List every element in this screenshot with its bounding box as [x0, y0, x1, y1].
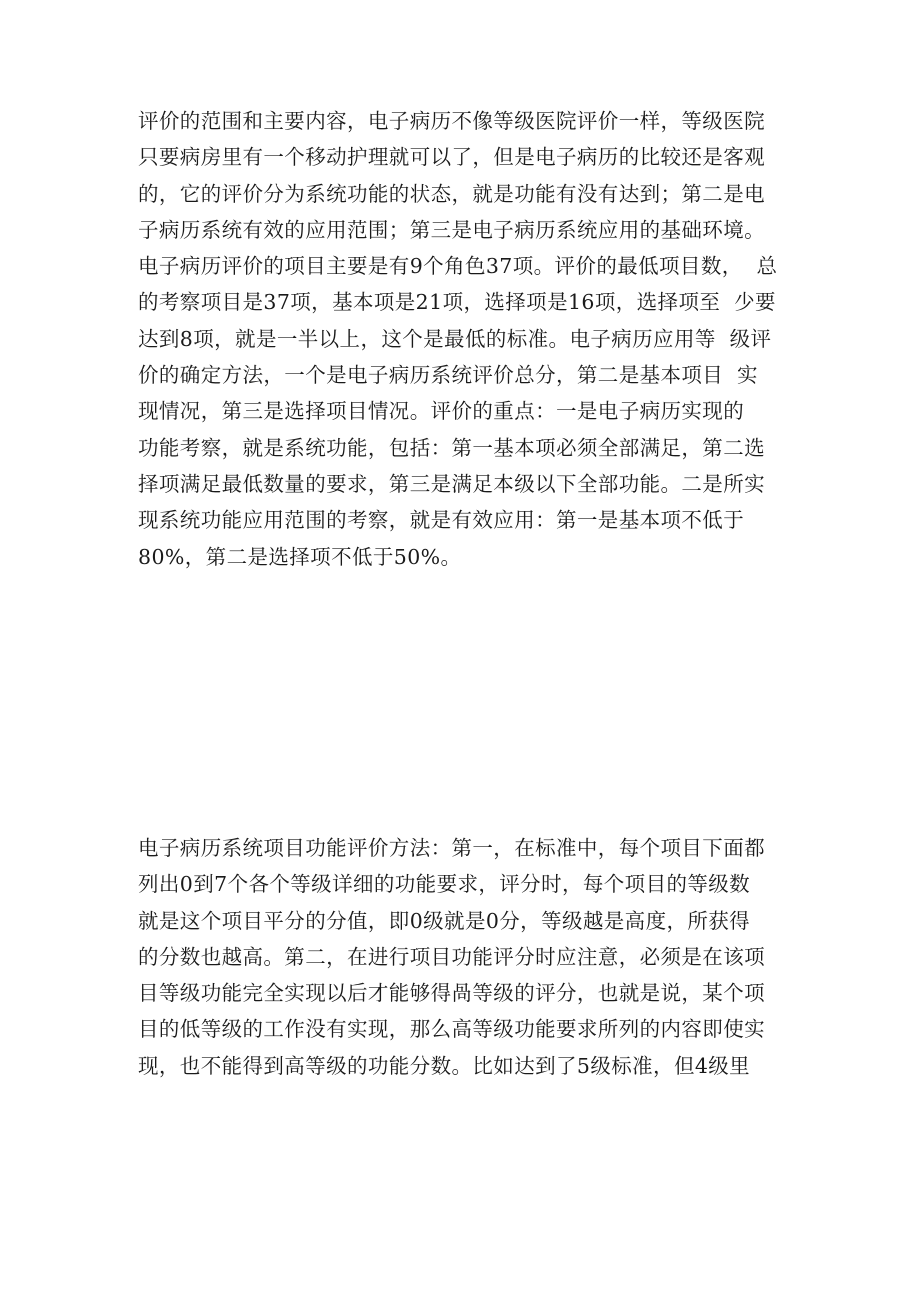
paragraph-evaluation-scope [138, 103, 798, 575]
text-line: 列出0到7个各个等级详细的功能要求，评分时，每个项目的等级数 [138, 872, 751, 897]
text-line: 现，也不能得到高等级的功能分数。比如达到了5级标准，但4级里 [138, 1053, 751, 1078]
text-line: 择项满足最低数量的要求，第三是满足本级以下全部功能。二是所实 [138, 471, 765, 496]
text-line: 就是这个项目平分的分值，即0级就是0分，等级越是高度，所获得 [138, 908, 751, 933]
text-line: 电子病历系统项目功能评价方法：第一，在标准中，每个项目下面都 [138, 836, 765, 860]
text-line: 80%，第二是选择项不低于50%。 [138, 544, 462, 569]
text-line: 评价的范围和主要内容，电子病历不像等级医院评价一样，等级医院 [138, 109, 765, 133]
text-line: 电子病历评价的项目主要是有9个角色37项。评价的最低项目数， 总 [138, 254, 778, 279]
text-line: 现情况，第三是选择项目情况。评价的重点：一是电子病历实现的 [138, 399, 745, 424]
text-line: 价的确定方法，一个是电子病历系统评价总分，第二是基本项目 实 [138, 363, 758, 388]
text-line: 的分数也越高。第二，在进行项目功能评分时应注意，必须是在该项 [138, 944, 765, 969]
text-line: 达到8项，就是一半以上，这个是最低的标准。电子病历应用等 级评 [138, 326, 772, 351]
text-line: 的考察项目是37项，基本项是21项，选择项是16项，选择项至 少要 [138, 290, 776, 315]
text-line: 目的低等级的工作没有实现，那么高等级功能要求所列的内容即使实 [138, 1017, 765, 1042]
text-line: 现系统功能应用范围的考察，就是有效应用：第一是基本项不低于 [138, 508, 745, 533]
text-line: 功能考察，就是系统功能，包括：第一基本项必须全部满足，第二选 [138, 435, 765, 460]
text-line: 只要病房里有一个移动护理就可以了，但是电子病历的比较还是客观 [138, 145, 765, 170]
text-line: 的，它的评价分为系统功能的状态，就是功能有没有达到；第二是电 [138, 181, 765, 206]
paragraph-scoring-method [138, 830, 798, 1084]
text-line: 目等级功能完全实现以后才能够得咼等级的评分，也就是说，某个项 [138, 981, 765, 1006]
text-line: 子病历系统有效的应用范围；第三是电子病历系统应用的基础环境。 [138, 217, 765, 242]
